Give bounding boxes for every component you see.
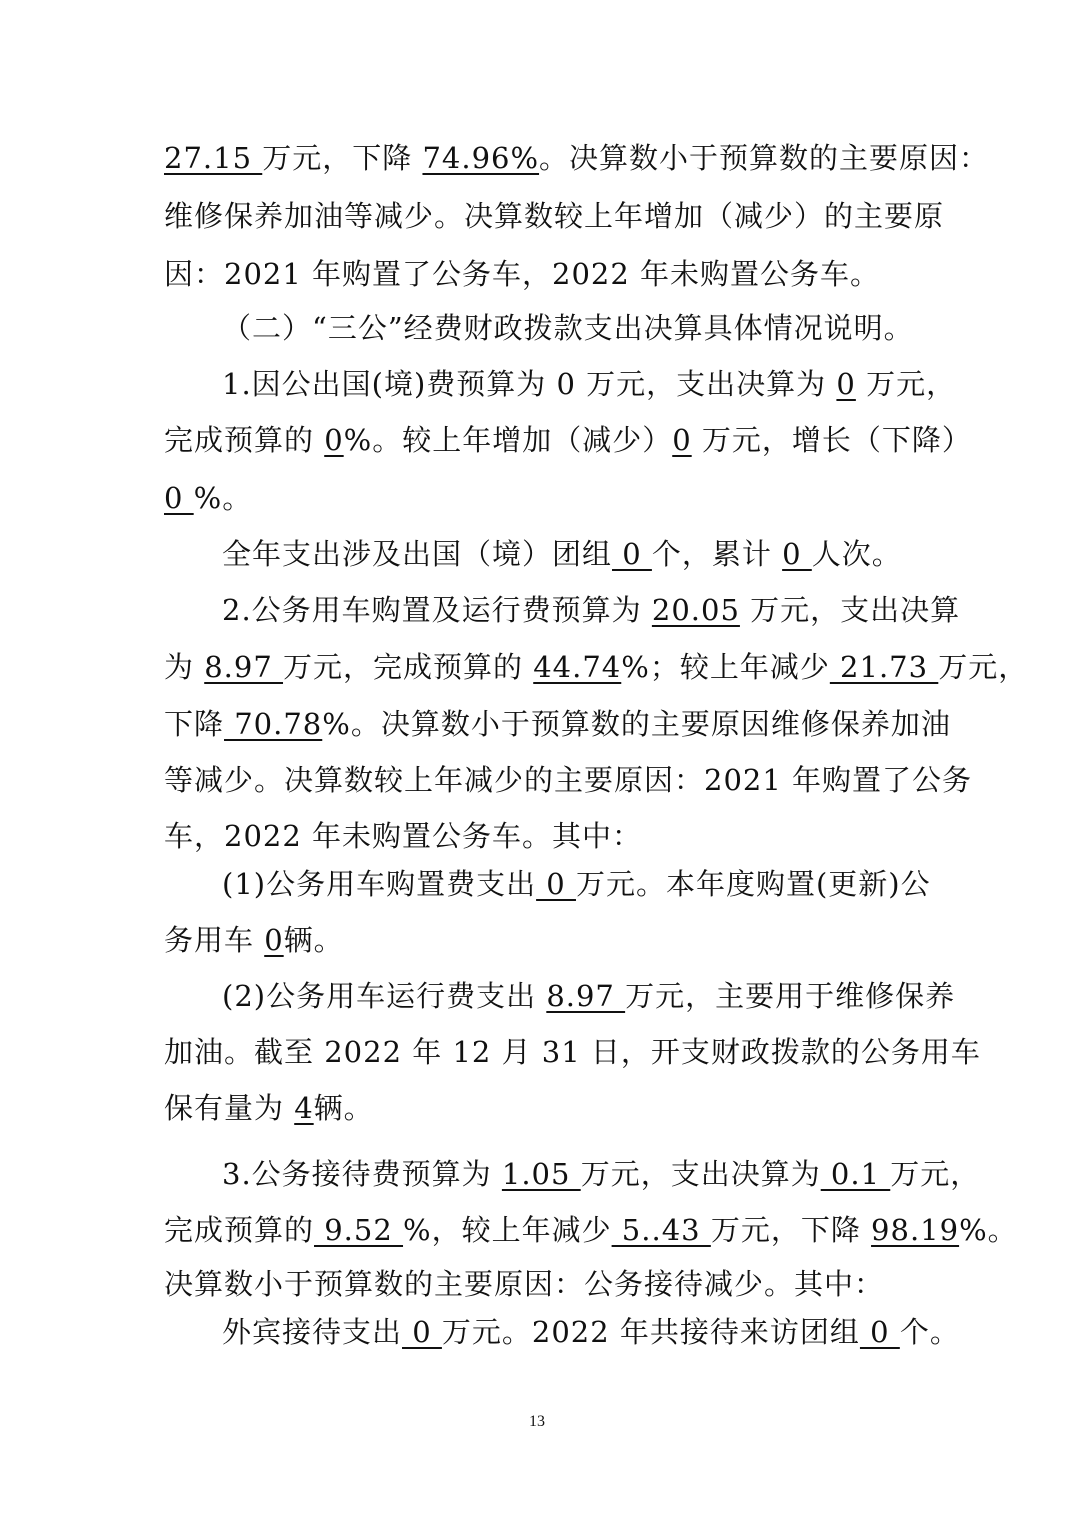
paragraph-line — [164, 1086, 914, 1130]
amount-value: 5..43 — [611, 1213, 711, 1247]
paragraph-line — [164, 194, 945, 238]
paragraph-line — [222, 588, 961, 632]
text-segment: 万元， — [938, 650, 1029, 684]
percent-value: 98.19 — [871, 1213, 960, 1247]
amount-value: 20.05 — [651, 593, 740, 627]
text-segment: 全年支出涉及出国（境）团组 — [222, 537, 613, 571]
text-segment: 。决算数小于预算数的主要原因： — [539, 141, 990, 175]
text-segment: 务用车 — [164, 923, 265, 957]
text-segment: 辆。 — [283, 923, 344, 957]
text-segment: 万元。2022 年共接待来访团组 — [441, 1315, 860, 1349]
text-segment: 车，2022 年未购置公务车。其中： — [164, 819, 643, 853]
amount-value: 0 — [836, 367, 856, 401]
text-segment: 万元，增长（下降） — [691, 423, 972, 457]
amount-value: 0 — [672, 423, 692, 457]
amount-value: 21.73 — [829, 650, 939, 684]
paragraph-line — [164, 1208, 1018, 1252]
text-segment: (1)公务用车购置费支出 — [222, 867, 537, 901]
amount-value: 8.97 — [546, 979, 626, 1013]
text-segment: 万元，完成预算的 — [283, 650, 534, 684]
percent-value: 44.74 — [533, 650, 622, 684]
text-segment: 万元， — [855, 367, 957, 401]
count-value: 0 — [612, 537, 652, 571]
heading-text: （二）“三公”经费财政拨款支出决算具体情况说明。 — [222, 311, 914, 345]
text-segment: %。 — [193, 481, 253, 515]
text-segment: %，较上年减少 — [403, 1213, 612, 1247]
text-segment: 外宾接待支出 — [222, 1315, 403, 1349]
text-segment: 1.因公出国(境)费预算为 0 万元，支出决算为 — [222, 367, 837, 401]
text-segment: 万元，下降 — [710, 1213, 872, 1247]
text-segment: 万元，下降 — [262, 141, 423, 175]
paragraph-line — [222, 974, 956, 1018]
text-segment: 人次。 — [811, 537, 902, 571]
count-value: 0 — [859, 1315, 900, 1349]
text-segment: 2.公务用车购置及运行费预算为 — [222, 593, 652, 627]
page-number: 13 — [529, 1413, 545, 1430]
text-segment: 万元， — [890, 1157, 981, 1191]
amount-value: 1.05 — [501, 1157, 581, 1191]
paragraph-line — [164, 418, 972, 462]
amount-value: 0 — [402, 1315, 442, 1349]
text-segment: 完成预算的 — [164, 423, 325, 457]
text-segment: %。决算数小于预算数的主要原因维修保养加油 — [322, 707, 951, 741]
text-segment: %。 — [959, 1213, 1018, 1247]
text-segment: 下降 — [164, 707, 225, 741]
amount-value: 8.97 — [204, 650, 284, 684]
text-segment: 万元，主要用于维修保养 — [625, 979, 956, 1013]
paragraph-line — [222, 532, 914, 576]
paragraph-line — [164, 702, 951, 746]
section-heading — [222, 306, 914, 350]
paragraph-line — [164, 136, 990, 180]
paragraph-line — [222, 862, 931, 906]
text-segment: 维修保养加油等减少。决算数较上年增加（减少）的主要原 — [164, 199, 945, 233]
paragraph-line — [164, 645, 1029, 689]
text-segment: 保有量为 — [164, 1091, 295, 1125]
paragraph-line — [222, 1310, 960, 1354]
count-value: 0 — [782, 537, 812, 571]
text-segment: 完成预算的 — [164, 1213, 315, 1247]
text-segment: 为 — [164, 650, 205, 684]
paragraph-line — [164, 758, 973, 802]
text-segment: 等减少。决算数较上年减少的主要原因：2021 年购置了公务 — [164, 763, 973, 797]
text-segment: 加油。截至 2022 年 12 月 31 日，开支财政拨款的公务用车 — [164, 1035, 981, 1069]
text-segment: %；较上年减少 — [621, 650, 830, 684]
percent-value: 9.52 — [314, 1213, 404, 1247]
amount-value: 0.1 — [820, 1157, 891, 1191]
text-segment: 万元。本年度购置(更新)公 — [575, 867, 931, 901]
percent-value: 0 — [324, 423, 344, 457]
text-segment: 个。 — [899, 1315, 960, 1349]
paragraph-line — [164, 252, 914, 296]
paragraph-line — [164, 476, 914, 520]
paragraph-line — [164, 814, 914, 858]
text-segment: 万元，支出决算为 — [580, 1157, 821, 1191]
paragraph-line — [164, 1262, 914, 1306]
text-segment: 决算数小于预算数的主要原因：公务接待减少。其中： — [164, 1267, 885, 1301]
percent-value: 70.78 — [224, 707, 323, 741]
paragraph-line — [222, 1152, 981, 1196]
count-value: 4 — [294, 1091, 314, 1125]
text-segment: 万元，支出决算 — [739, 593, 961, 627]
text-segment: 因：2021 年购置了公务车，2022 年未购置公务车。 — [164, 257, 881, 291]
text-segment: %。较上年增加（减少） — [343, 423, 673, 457]
amount-value: 0 — [536, 867, 576, 901]
count-value: 0 — [264, 923, 284, 957]
paragraph-line — [164, 1030, 981, 1074]
text-segment: 辆。 — [313, 1091, 374, 1125]
amount-value: 27.15 — [164, 141, 263, 175]
percent-value: 0 — [164, 481, 194, 515]
percent-value: 74.96% — [422, 141, 540, 175]
text-segment: (2)公务用车运行费支出 — [222, 979, 547, 1013]
text-segment: 3.公务接待费预算为 — [222, 1157, 502, 1191]
paragraph-line — [222, 362, 957, 406]
paragraph-line — [164, 918, 914, 962]
text-segment: 个，累计 — [651, 537, 783, 571]
